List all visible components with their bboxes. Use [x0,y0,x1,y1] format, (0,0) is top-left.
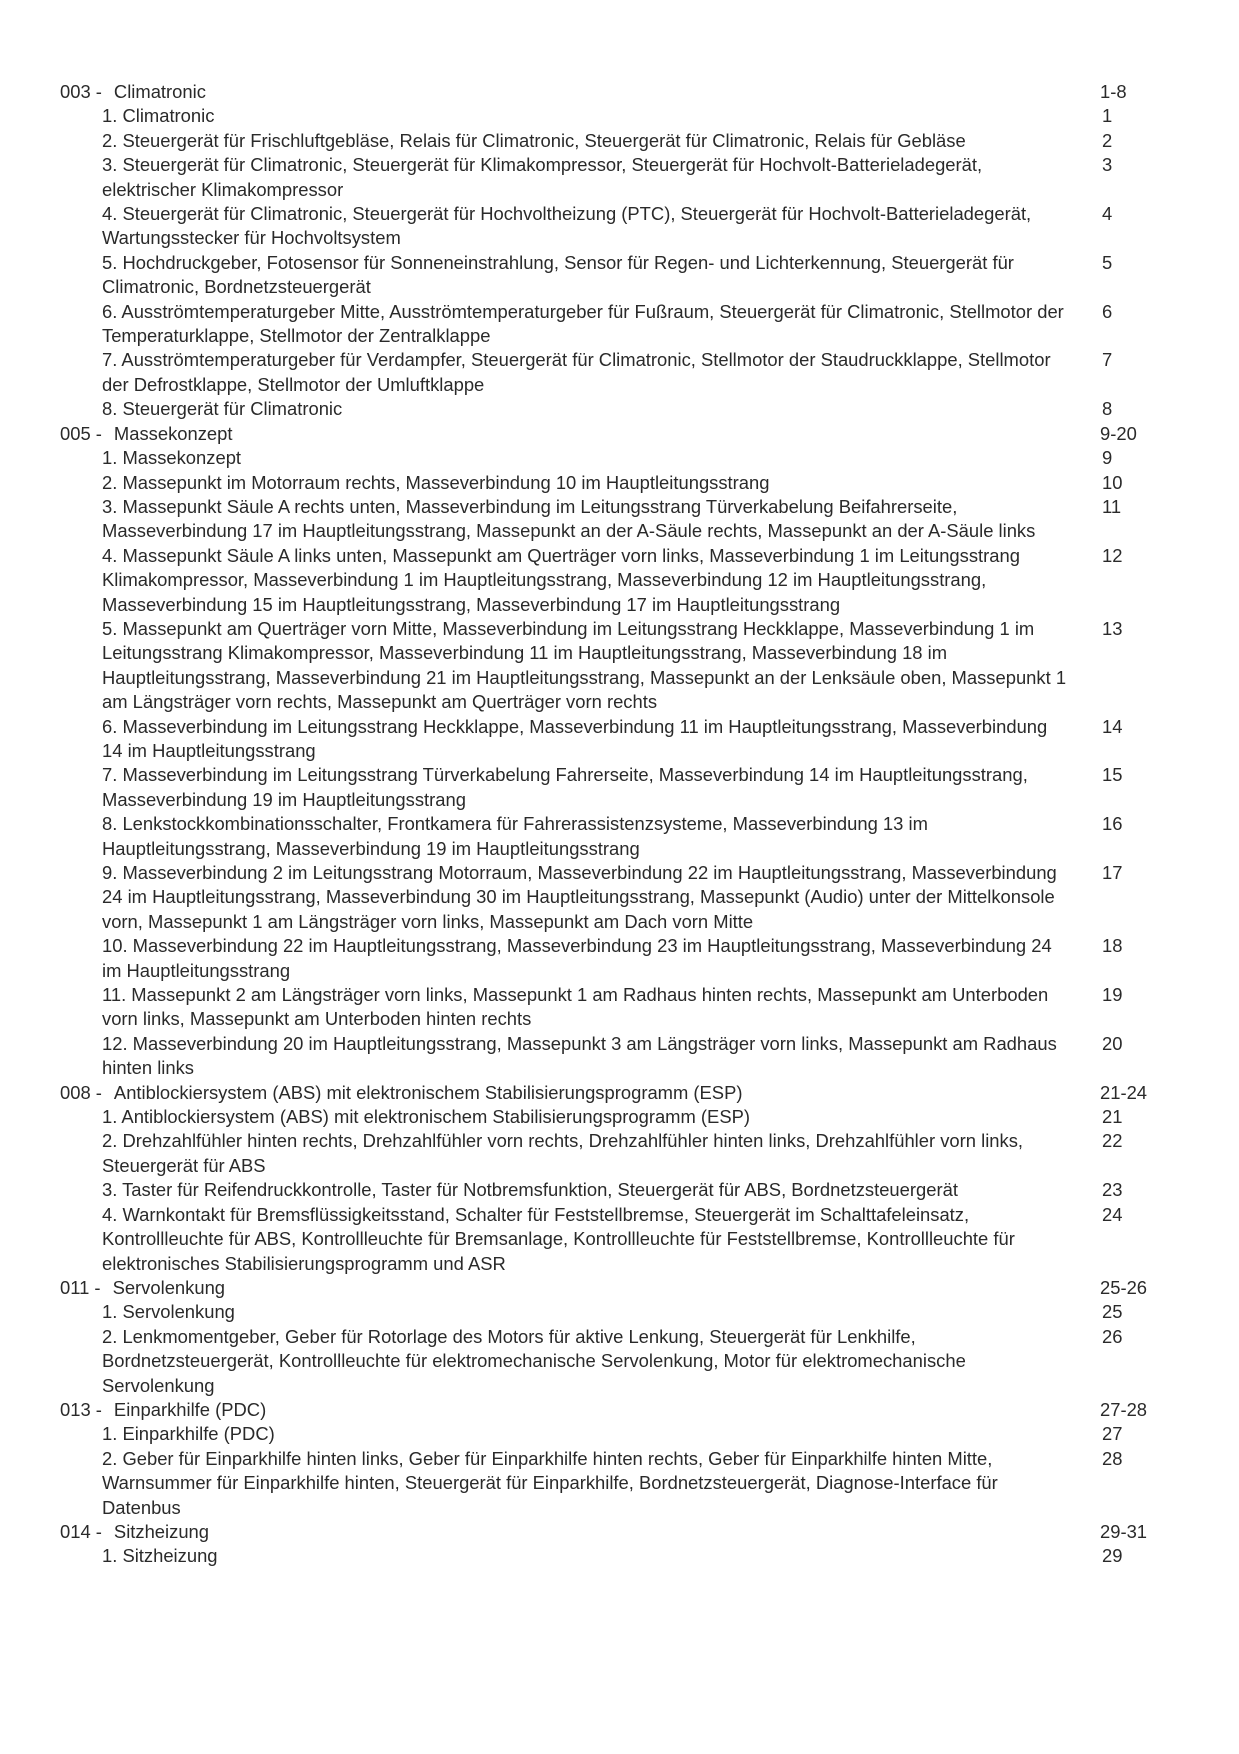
section-code: 008 - [60,1081,102,1103]
section-heading [60,1398,1100,1422]
entry-text: 10. Masseverbindung 22 im Hauptleitungsstrang, Masseverbindung 23 im Hauptleitungsstrang, Masseverbindung 24 im Hauptleitungsstrang [102,935,1052,981]
section-code: 013 - [60,1398,102,1420]
toc-entry[interactable] [60,1447,1160,1520]
section-title: Sitzheizung [113,1520,210,1542]
entry-page: 11 [1102,495,1122,517]
entry-text: 2. Steuergerät für Frischluftgebläse, Relais für Climatronic, Steuergerät für Climatronic, Relais für Gebläse [102,129,966,151]
toc-entry[interactable] [60,348,1160,397]
entry-page: 20 [1102,1032,1123,1054]
section-code: 011 - [60,1276,101,1298]
entry-page: 8 [1102,398,1113,420]
toc-entry[interactable] [60,104,1160,128]
toc-entry[interactable] [60,1178,1160,1202]
toc-entry[interactable] [60,202,1160,251]
toc-entry[interactable] [60,763,1160,812]
entry-page: 26 [1102,1325,1123,1347]
toc-section[interactable] [60,1398,1160,1422]
entry-text: 11. Massepunkt 2 am Längsträger vorn links, Massepunkt 1 am Radhaus hinten rechts, Massepunkt am Unterboden vorn links, Massepunkt am Unterboden hinten rechts [102,984,1049,1030]
entry-page: 6 [1102,300,1113,322]
section-heading [60,80,1100,104]
toc-entry[interactable] [60,715,1160,764]
entry-text: 1. Massekonzept [102,447,242,469]
entry-text: 2. Lenkmomentgeber, Geber für Rotorlage des Motors für aktive Lenkung, Steuergerät für Lenkhilfe, Bordnetzsteuergerät, Kontrollleuchte für elektromechanische Servolenkung, Motor für elektromechanische Servolenkung [102,1325,966,1396]
entry-page: 16 [1102,813,1123,835]
toc-entry[interactable] [60,1203,1160,1276]
toc-entry[interactable] [60,397,1160,421]
toc-entry[interactable] [60,861,1160,934]
toc-entry[interactable] [60,983,1160,1032]
section-pages: 27-28 [1100,1398,1148,1420]
section-heading [60,422,1100,446]
table-of-contents [60,80,1160,1569]
entry-text: 5. Massepunkt am Querträger vorn Mitte, Masseverbindung im Leitungsstrang Heckklappe, Masseverbindung 1 im Leitungsstrang Klimakompressor, Masseverbindung 11 im Hauptleitungsstrang, Masseverbindung 18 im Hauptleitungsstrang, Masseverbindung 21 im Hauptleitungsstrang, Massepunkt an der Lenksäule oben, Massepunkt 1 am Längsträger vorn rechts, Massepunkt am Querträger vorn rechts [102,617,1067,713]
entry-page: 15 [1102,764,1123,786]
entry-page: 7 [1102,349,1113,371]
entry-text: 1. Climatronic [102,105,215,127]
entry-page: 3 [1102,154,1113,176]
section-title: Antiblockiersystem (ABS) mit elektronischem Stabilisierungsprogramm (ESP) [113,1081,743,1103]
entry-text: 9. Masseverbindung 2 im Leitungsstrang Motorraum, Masseverbindung 22 im Hauptleitungsstrang, Masseverbindung 24 im Hauptleitungsstrang, Masseverbindung 30 im Hauptleitungsstrang, Massepunkt (Audio) unter der Mittelkonsole vorn, Massepunkt 1 am Längsträger vorn links, Massepunkt am Dach vorn Mitte [102,862,1057,932]
toc-entry[interactable] [60,812,1160,861]
toc-entry[interactable] [60,129,1160,153]
entry-text: 1. Sitzheizung [102,1545,218,1567]
entry-page: 27 [1102,1423,1123,1445]
section-pages: 21-24 [1100,1081,1148,1103]
section-title: Servolenkung [112,1276,226,1298]
entry-text: 12. Masseverbindung 20 im Hauptleitungsstrang, Massepunkt 3 am Längsträger vorn links, Massepunkt am Radhaus hinten links [102,1032,1057,1079]
toc-entry[interactable] [60,1300,1160,1324]
entry-text: 2. Massepunkt im Motorraum rechts, Masseverbindung 10 im Hauptleitungsstrang [102,471,770,493]
entry-page: 9 [1102,447,1113,469]
entry-text: 2. Drehzahlfühler hinten rechts, Drehzahlfühler vorn rechts, Drehzahlfühler hinten links, Drehzahlfühler vorn links, Steuergerät für ABS [102,1130,1024,1176]
section-pages: 25-26 [1100,1276,1148,1298]
entry-text: 4. Steuergerät für Climatronic, Steuergerät für Hochvoltheizung (PTC), Steuergerät für Hochvolt-Batterieladegerät, Wartungsstecker für Hochvoltsystem [102,203,1032,249]
toc-entry[interactable] [60,1544,1160,1568]
entry-text: 6. Masseverbindung im Leitungsstrang Heckklappe, Masseverbindung 11 im Hauptleitungsstrang, Masseverbindung 14 im Hauptleitungsstrang [102,715,1048,761]
entry-text: 4. Warnkontakt für Bremsflüssigkeitsstand, Schalter für Feststellbremse, Steuergerät im Schalttafeleinsatz, Kontrollleuchte für ABS, Kontrollleuchte für Bremsanlage, Kontrollleuchte für Feststellbremse, Kontrollleuchte für elektronisches Stabilisierungsprogramm und ASR [102,1203,1015,1274]
toc-section[interactable] [60,80,1160,104]
entry-page: 24 [1102,1203,1123,1225]
entry-page: 23 [1102,1179,1123,1201]
toc-section[interactable] [60,1520,1160,1544]
section-pages: 9-20 [1100,422,1137,444]
toc-entry[interactable] [60,153,1160,202]
entry-text: 3. Taster für Reifendruckkontrolle, Taster für Notbremsfunktion, Steuergerät für ABS, Bordnetzsteuergerät [102,1179,958,1201]
toc-entry[interactable] [60,251,1160,300]
entry-page: 4 [1102,203,1113,225]
section-heading [60,1276,1100,1300]
toc-entry[interactable] [60,934,1160,983]
entry-page: 28 [1102,1447,1123,1469]
entry-page: 1 [1102,105,1113,127]
entry-text: 3. Massepunkt Säule A rechts unten, Masseverbindung im Leitungsstrang Türverkabelung Beifahrerseite, Masseverbindung 17 im Hauptleitungsstrang, Massepunkt an der A-Säule rechts, Massepunkt an der A-Säule links [102,495,1036,542]
toc-entry[interactable] [60,446,1160,470]
toc-section[interactable] [60,422,1160,446]
entry-text: 8. Lenkstockkombinationsschalter, Frontkamera für Fahrerassistenzsysteme, Masseverbindung 13 im Hauptleitungsstrang, Masseverbindung 19 im Hauptleitungsstrang [102,813,928,859]
toc-entry[interactable] [60,495,1160,544]
entry-page: 2 [1102,129,1113,151]
toc-entry[interactable] [60,471,1160,495]
section-code: 014 - [60,1520,102,1542]
toc-entry[interactable] [60,1032,1160,1081]
entry-text: 4. Massepunkt Säule A links unten, Massepunkt am Querträger vorn links, Masseverbindung 1 im Leitungsstrang Klimakompressor, Masseverbindung 1 im Hauptleitungsstrang, Masseverbindung 12 im Hauptleitungsstrang, Masseverbindung 15 im Hauptleitungsstrang, Masseverbindung 17 im Hauptleitungsstrang [102,544,1020,615]
entry-text: 6. Ausströmtemperaturgeber Mitte, Ausströmtemperaturgeber für Fußraum, Steuergerät für Climatronic, Stellmotor der Temperaturklappe, Stellmotor der Zentralklappe [102,300,1064,347]
entry-page: 22 [1102,1130,1123,1152]
entry-text: 7. Ausströmtemperaturgeber für Verdampfer, Steuergerät für Climatronic, Stellmotor der Staudruckklappe, Stellmotor der Defrostklappe, Stellmotor der Umluftklappe [102,349,1051,395]
section-heading [60,1081,1100,1105]
entry-text: 1. Servolenkung [102,1301,235,1323]
entry-text: 3. Steuergerät für Climatronic, Steuergerät für Klimakompressor, Steuergerät für Hochvolt-Batterieladegerät, elektrischer Klimakompressor [102,154,983,200]
section-pages: 1-8 [1100,81,1127,102]
section-heading [60,1520,1100,1544]
entry-page: 13 [1102,617,1123,639]
entry-page: 25 [1102,1301,1123,1323]
entry-page: 18 [1102,935,1123,957]
section-pages: 29-31 [1100,1520,1148,1542]
toc-entry[interactable] [60,1325,1160,1398]
entry-page: 14 [1102,715,1123,737]
toc-entry[interactable] [60,300,1160,349]
entry-page: 29 [1102,1545,1123,1567]
section-title: Massekonzept [113,422,233,444]
entry-page: 19 [1102,984,1123,1006]
section-code: 003 - [60,81,102,102]
toc-entry[interactable] [60,617,1160,715]
entry-page: 10 [1102,471,1123,493]
section-title: Einparkhilfe (PDC) [113,1398,267,1420]
entry-page: 12 [1102,544,1123,566]
entry-page: 17 [1102,862,1123,883]
toc-entry[interactable] [60,1105,1160,1129]
entry-text: 1. Einparkhilfe (PDC) [102,1423,275,1445]
toc-entry[interactable] [60,544,1160,617]
entry-text: 8. Steuergerät für Climatronic [102,398,343,420]
entry-text: 1. Antiblockiersystem (ABS) mit elektronischem Stabilisierungsprogramm (ESP) [102,1106,750,1128]
entry-text: 5. Hochdruckgeber, Fotosensor für Sonneneinstrahlung, Sensor für Regen- und Lichterkennung, Steuergerät für Climatronic, Bordnetzsteuergerät [102,251,1014,298]
section-code: 005 - [60,422,102,444]
toc-section[interactable] [60,1081,1160,1105]
toc-section[interactable] [60,1276,1160,1300]
entry-text: 2. Geber für Einparkhilfe hinten links, Geber für Einparkhilfe hinten rechts, Geber für Einparkhilfe hinten Mitte, Warnsummer für Einparkhilfe hinten, Steuergerät für Einparkhilfe, Bordnetzsteuergerät, Diagnose-Interface für Datenbus [102,1447,998,1518]
entry-page: 21 [1102,1106,1123,1128]
section-title: Climatronic [113,81,206,102]
toc-entry[interactable] [60,1422,1160,1446]
entry-page: 5 [1102,251,1113,273]
toc-entry[interactable] [60,1129,1160,1178]
entry-text: 7. Masseverbindung im Leitungsstrang Türverkabelung Fahrerseite, Masseverbindung 14 im Hauptleitungsstrang, Masseverbindung 19 im Hauptleitungsstrang [102,764,1028,810]
